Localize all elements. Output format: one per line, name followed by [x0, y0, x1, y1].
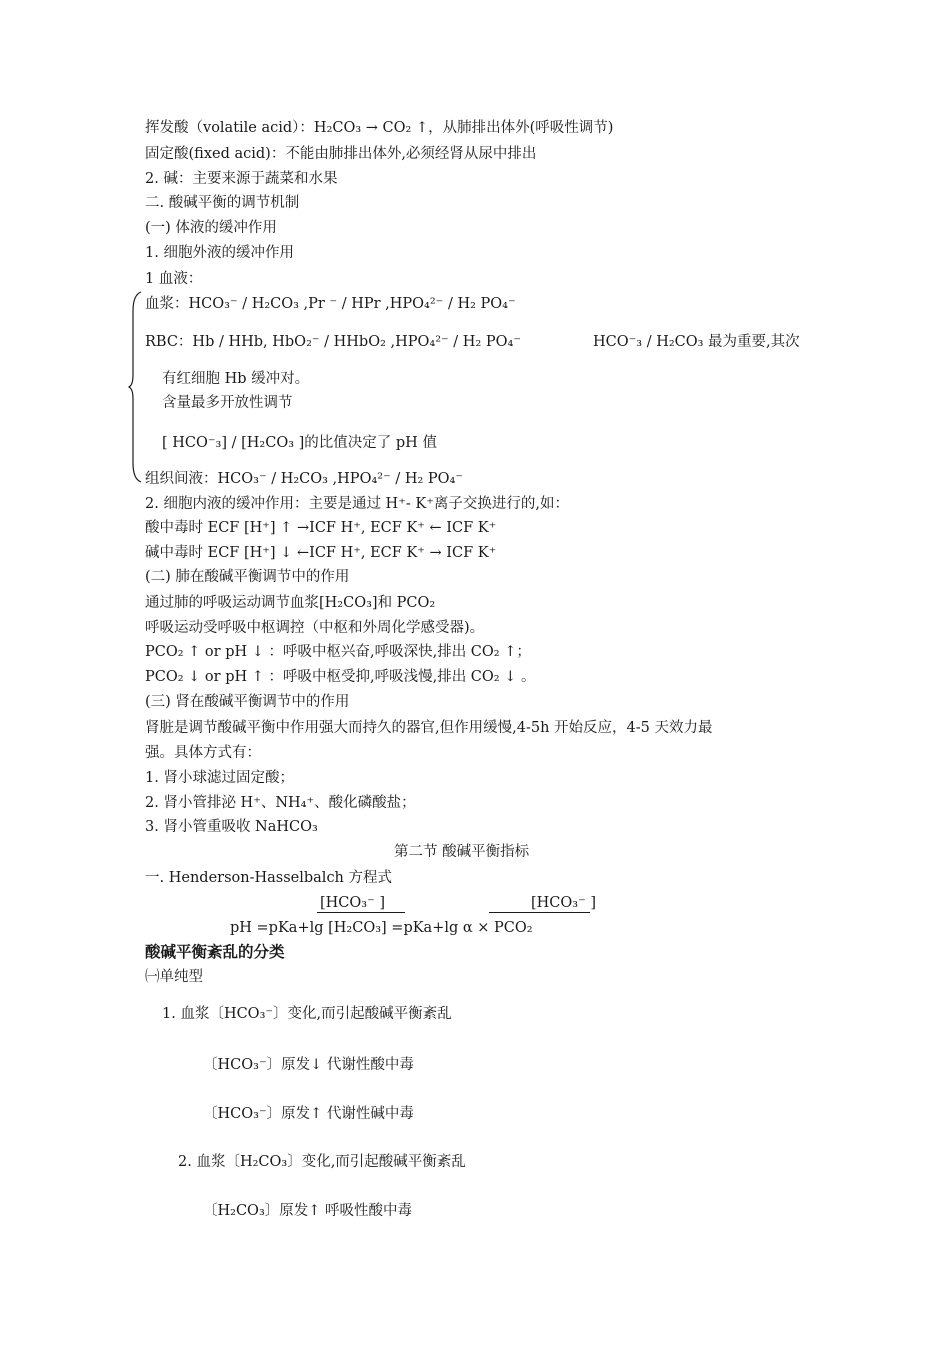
text-line: 2. 碱：主要来源于蔬菜和水果 [145, 171, 338, 187]
subsection-heading: (一) 体液的缓冲作用 [145, 220, 277, 236]
text-line: 〔HCO₃⁻〕原发↓ 代谢性酸中毒 [203, 1057, 414, 1073]
text-line: 有红细胞 Hb 缓冲对。 [162, 371, 310, 387]
text-line: RBC：Hb / HHb, HbO₂⁻ / HHbO₂ ,HPO₄²⁻ / H₂ PO₄⁻ [145, 334, 521, 350]
fraction-bar [489, 912, 590, 913]
subsection-heading: (三) 肾在酸碱平衡调节中的作用 [145, 694, 350, 710]
text-line: 呼吸运动受呼吸中枢调控（中枢和外周化学感受器)。 [145, 620, 485, 636]
text-line: 2. 肾小管排泌 H⁺、NH₄⁺、酸化磷酸盐； [145, 795, 416, 811]
text-line: 3. 肾小管重吸收 NaHCO₃ [145, 819, 318, 835]
text-line: 强。具体方式有： [145, 745, 261, 761]
bold-heading: 酸碱平衡紊乱的分类 [145, 942, 285, 961]
text-line: ㈠单纯型 [145, 969, 203, 985]
text-line: 〔HCO₃⁻〕原发↑ 代谢性碱中毒 [203, 1106, 414, 1122]
equation-numerator: [HCO₃⁻ ] [320, 895, 386, 911]
text-line: 血浆：HCO₃⁻ / H₂CO₃ ,Pr ⁻ / HPr ,HPO₄²⁻ / H₂ PO₄⁻ [145, 296, 516, 312]
text-line: HCO⁻₃ / H₂CO₃ 最为重要,其次 [593, 334, 800, 350]
text-line: 含量最多开放性调节 [162, 395, 293, 411]
section-heading: 二. 酸碱平衡的调节机制 [145, 195, 300, 211]
text-line: 固定酸(fixed acid)：不能由肺排出体外,必须经肾从尿中排出 [145, 146, 537, 162]
text-line: 1. 血浆〔HCO₃⁻〕变化,而引起酸碱平衡紊乱 [162, 1006, 452, 1022]
text-line: [ HCO⁻₃] / [H₂CO₃ ]的比值决定了 pH 值 [162, 435, 437, 451]
text-line: 1. 细胞外液的缓冲作用 [145, 245, 294, 261]
text-line: 2. 血浆〔H₂CO₃〕变化,而引起酸碱平衡紊乱 [178, 1154, 466, 1170]
section-heading: 一. Henderson-Hasselbalch 方程式 [145, 870, 393, 886]
text-line: 1. 肾小球滤过固定酸； [145, 770, 294, 786]
fraction-bar [317, 912, 405, 913]
text-line: 肾脏是调节酸碱平衡中作用强大而持久的器官,但作用缓慢,4-5h 开始反应，4-5 天效力最 [145, 720, 713, 736]
text-line: 酸中毒时 ECF [H⁺] ↑ →ICF H⁺, ECF K⁺ ← ICF K⁺ [145, 520, 497, 536]
text-line: 通过肺的呼吸运动调节血浆[H₂CO₃]和 PCO₂ [145, 595, 436, 611]
chapter-heading: 第二节 酸碱平衡指标 [394, 844, 530, 860]
text-line: 碱中毒时 ECF [H⁺] ↓ ←ICF H⁺, ECF K⁺ → ICF K⁺ [145, 545, 497, 561]
equation-numerator: [HCO₃⁻ ] [531, 895, 597, 911]
text-line: 2. 细胞内液的缓冲作用：主要是通过 H⁺- K⁺离子交换进行的,如： [145, 496, 569, 512]
subsection-heading: (二) 肺在酸碱平衡调节中的作用 [145, 569, 350, 585]
text-line: PCO₂ ↑ or pH ↓ ：呼吸中枢兴奋,呼吸深快,排出 CO₂ ↑； [145, 644, 531, 660]
text-line: 组织间液：HCO₃⁻ / H₂CO₃ ,HPO₄²⁻ / H₂ PO₄⁻ [145, 471, 464, 487]
text-line: 〔H₂CO₃〕原发↑ 呼吸性酸中毒 [203, 1203, 413, 1219]
text-line: PCO₂ ↓ or pH ↑ ：呼吸中枢受抑,呼吸浅慢,排出 CO₂ ↓ 。 [145, 669, 536, 685]
text-line: 挥发酸（volatile acid）：H₂CO₃ → CO₂ ↑，从肺排出体外(呼吸性调节) [145, 120, 614, 136]
curly-brace-icon [128, 291, 142, 483]
text-line: 1 血液： [145, 271, 203, 287]
equation-line: pH =pKa+lg [H₂CO₃] =pKa+lg α × PCO₂ [230, 920, 533, 936]
